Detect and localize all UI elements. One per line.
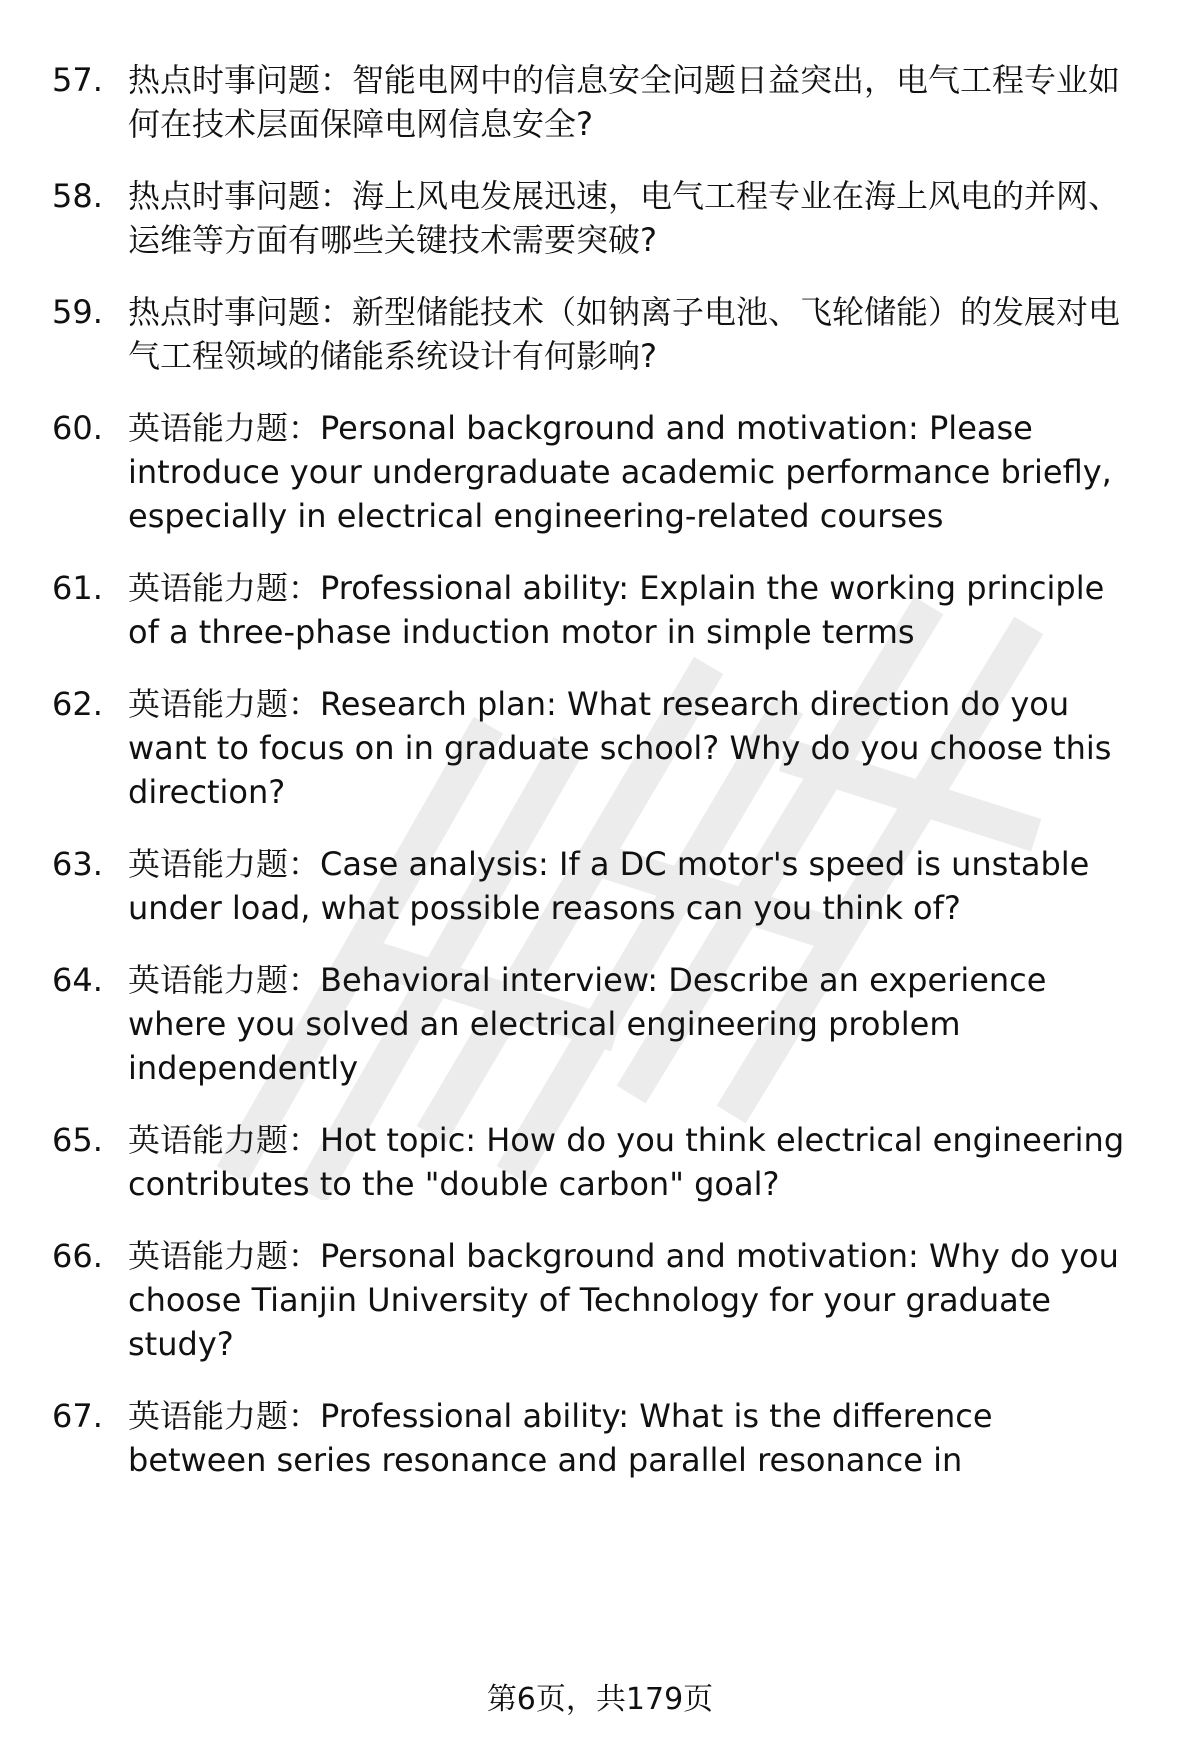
list-item — [0, 842, 1200, 930]
item-text: 英语能力题：Professional ability: What is the difference between series resonance and parallel resonance in — [128, 1397, 993, 1479]
list-item — [0, 682, 1200, 814]
item-text: 热点时事问题：海上风电发展迅速，电气工程专业在海上风电的并网、运维等方面有哪些关键技术需要突破? — [128, 177, 1121, 259]
item-number: 63. — [52, 845, 103, 883]
list-item — [0, 290, 1200, 378]
item-text: 英语能力题：Behavioral interview: Describe an experience where you solved an electrical engineering problem independently — [128, 961, 1047, 1087]
list-item — [0, 1118, 1200, 1206]
list-item — [0, 58, 1200, 146]
item-text: 热点时事问题：智能电网中的信息安全问题日益突出，电气工程专业如何在技术层面保障电网信息安全? — [128, 61, 1121, 143]
page-number-footer: 第6页，共179页 — [486, 1682, 714, 1717]
item-number: 59. — [52, 293, 103, 331]
item-number: 64. — [52, 961, 103, 999]
item-number: 66. — [52, 1237, 103, 1275]
item-text: 英语能力题：Case analysis: If a DC motor's speed is unstable under load, what possible reasons can you think of? — [128, 845, 1090, 927]
item-text: 热点时事问题：新型储能技术（如钠离子电池、飞轮储能）的发展对电气工程领域的储能系统设计有何影响? — [128, 293, 1121, 375]
list-item — [0, 1394, 1200, 1482]
item-number: 60. — [52, 409, 103, 447]
item-text: 英语能力题：Personal background and motivation: Why do you choose Tianjin University of Technology for your graduate study? — [128, 1237, 1119, 1363]
item-number: 57. — [52, 61, 103, 99]
list-item — [0, 958, 1200, 1090]
list-item — [0, 1234, 1200, 1366]
list-item — [0, 566, 1200, 654]
item-number: 58. — [52, 177, 103, 215]
question-list — [0, 58, 1200, 1510]
item-number: 61. — [52, 569, 103, 607]
list-item — [0, 174, 1200, 262]
item-text: 英语能力题：Personal background and motivation: Please introduce your undergraduate academic performance briefly, especially in electrical engineering-related courses — [128, 409, 1112, 535]
list-item — [0, 406, 1200, 538]
item-text: 英语能力题：Hot topic: How do you think electrical engineering contributes to the "double carbon" goal? — [128, 1121, 1125, 1203]
item-number: 67. — [52, 1397, 103, 1435]
item-text: 英语能力题：Research plan: What research direction do you want to focus on in graduate school? Why do you choose this direction? — [128, 685, 1112, 811]
item-text: 英语能力题：Professional ability: Explain the working principle of a three-phase induction motor in simple terms — [128, 569, 1105, 651]
item-number: 65. — [52, 1121, 103, 1159]
item-number: 62. — [52, 685, 103, 723]
